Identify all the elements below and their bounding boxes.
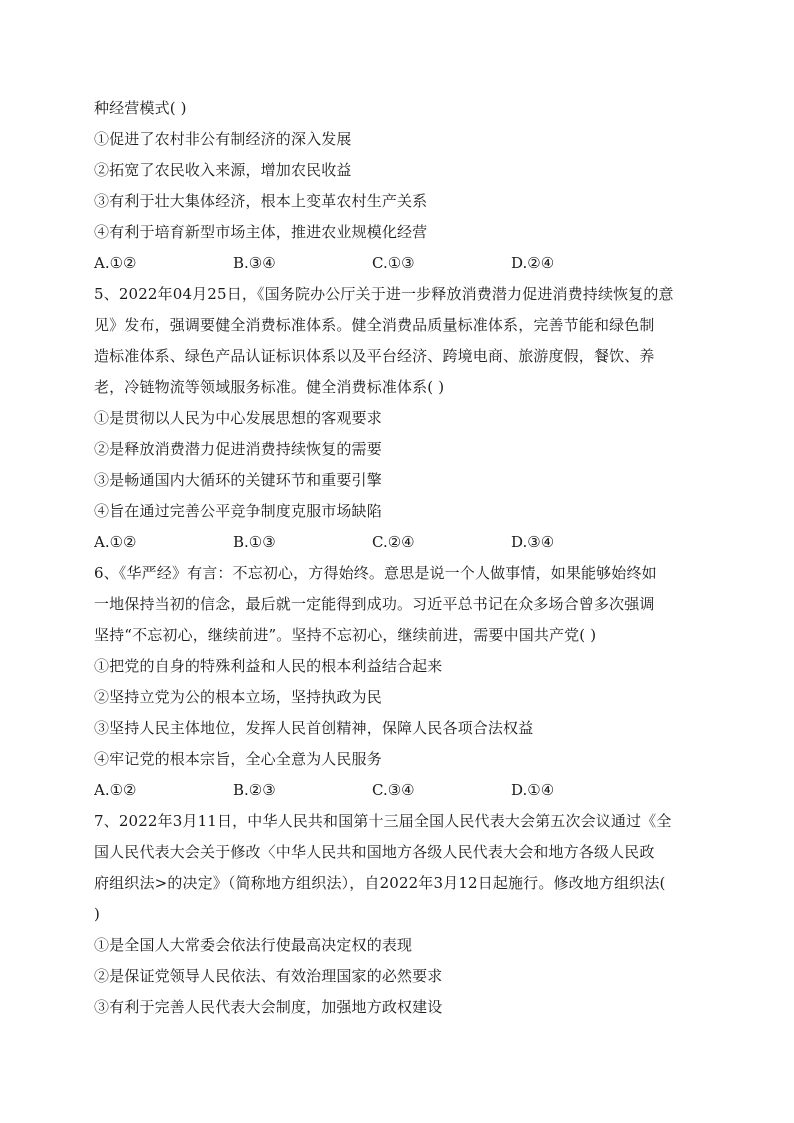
option-d: D.②④: [511, 254, 555, 272]
option-a: A.①②: [94, 533, 137, 551]
question-stem-line: 见》发布，强调要健全消费标准体系。健全消费品质量标准体系，完善节能和绿色制: [94, 316, 655, 334]
option-a: A.①②: [94, 781, 137, 799]
statement-item: ④有利于培育新型市场主体，推进农业规模化经营: [94, 223, 428, 241]
statement-item: ①是贯彻以人民为中心发展思想的客观要求: [94, 409, 382, 427]
statement-item: ④牢记党的根本宗旨，全心全意为人民服务: [94, 750, 382, 768]
statement-item: ③有利于完善人民代表大会制度，加强地方政权建设: [94, 998, 443, 1016]
statement-item: ②是保证党领导人民依法、有效治理国家的必然要求: [94, 967, 443, 985]
question-6: [94, 558, 706, 806]
statement-item: ②坚持立党为公的根本立场，坚持执政为民: [94, 688, 382, 706]
question-stem-line: 一地保持当初的信念，最后就一定能得到成功。习近平总书记在众多场合曾多次强调: [94, 595, 655, 613]
question-stem-line: 6、《华严经》有言：不忘初心，方得始终。意思是说一个人做事情，如果能够始终如: [94, 564, 657, 582]
option-d: D.③④: [511, 533, 555, 551]
option-b: B.②③: [233, 781, 276, 799]
option-b: B.①③: [233, 533, 276, 551]
statement-item: ③有利于壮大集体经济，根本上变革农村生产关系: [94, 192, 428, 210]
statement-item: ③坚持人民主体地位，发挥人民首创精神，保障人民各项合法权益: [94, 719, 534, 737]
answer-options: [94, 775, 706, 806]
statement-item: ①促进了农村非公有制经济的深入发展: [94, 130, 352, 148]
option-a: A.①②: [94, 254, 137, 272]
option-c: C.①③: [372, 254, 415, 272]
question-stem-line: 7、2022年3月11日，中华人民共和国第十三届全国人民代表大会第五次会议通过《全: [94, 812, 672, 830]
answer-options: [94, 527, 706, 558]
answer-options: [94, 248, 706, 279]
question-7: [94, 806, 706, 1023]
question-stem-line: 造标准体系、绿色产品认证标识体系以及平台经济、跨境电商、旅游度假，餐饮、养: [94, 347, 655, 365]
question-stem-line: 府组织法>的决定》（简称地方组织法），自2022年3月12日起施行。修改地方组织法(: [94, 874, 666, 892]
statement-item: ①是全国人大常委会依法行使最高决定权的表现: [94, 936, 413, 954]
statement-item: ④旨在通过完善公平竞争制度克服市场缺陷: [94, 502, 382, 520]
question-stem-line: 5、2022年04月25日，《国务院办公厅关于进一步释放消费潜力促进消费持续恢复的意: [94, 285, 674, 303]
question-stem-line: 老，冷链物流等领域服务标准。健全消费标准体系( ): [94, 378, 445, 396]
question-stem-line: 国人民代表大会关于修改〈中华人民共和国地方各级人民代表大会和地方各级人民政: [94, 843, 655, 861]
option-c: C.②④: [372, 533, 415, 551]
option-d: D.①④: [511, 781, 555, 799]
option-c: C.③④: [372, 781, 415, 799]
statement-item: ②拓宽了农民收入来源，增加农民收益: [94, 161, 352, 179]
question-stem-line: ): [94, 905, 101, 923]
document-page: [94, 93, 706, 1023]
question-5: [94, 279, 706, 558]
statement-item: ①把党的自身的特殊利益和人民的根本利益结合起来: [94, 657, 443, 675]
question-stem-line: 坚持“不忘初心，继续前进”。坚持不忘初心，继续前进，需要中国共产党( ): [94, 626, 597, 644]
option-b: B.③④: [233, 254, 276, 272]
statement-item: ③是畅通国内大循环的关键环节和重要引擎: [94, 471, 382, 489]
question-stem-line: 种经营模式( ): [94, 99, 187, 117]
statement-item: ②是释放消费潜力促进消费持续恢复的需要: [94, 440, 382, 458]
question-4-continuation: [94, 93, 706, 279]
